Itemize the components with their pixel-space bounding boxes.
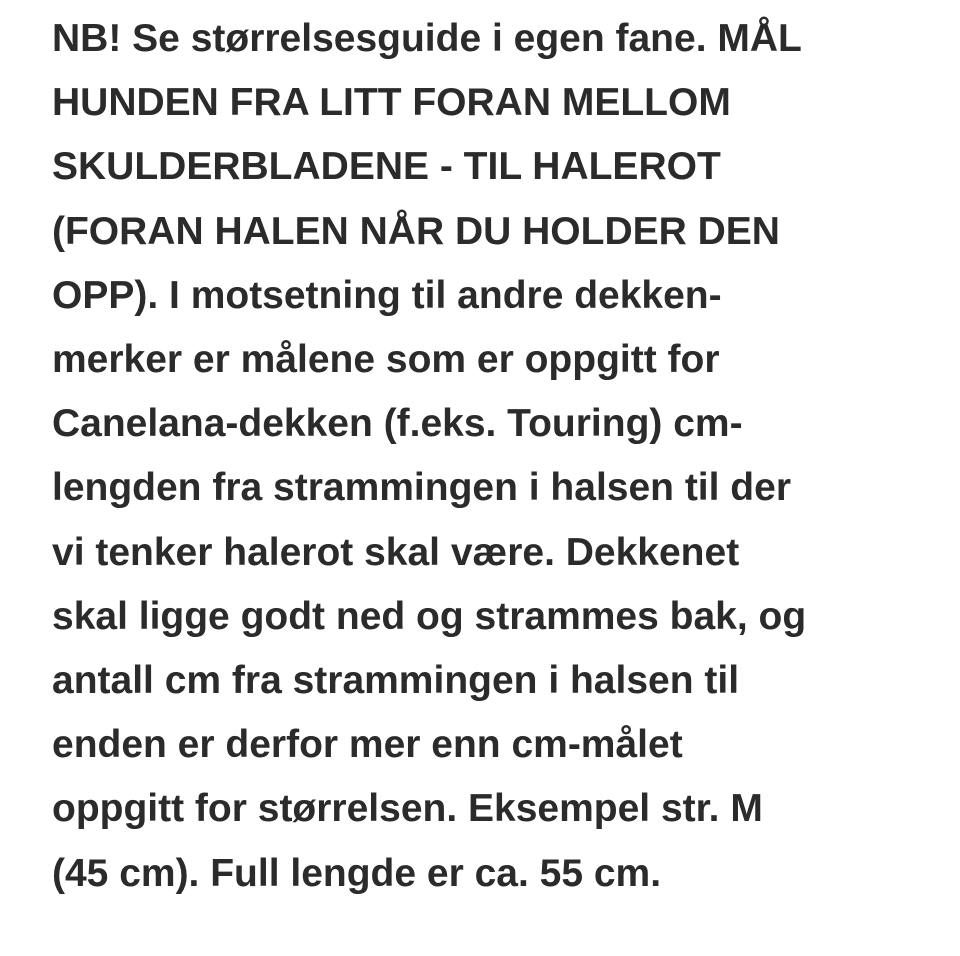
text-line: (FORAN HALEN NÅR DU HOLDER DEN (52, 209, 780, 253)
text-line: antall cm fra strammingen i halsen til (52, 659, 740, 703)
text-line: HUNDEN FRA LITT FORAN MELLOM (52, 81, 731, 125)
text-line: NB! Se størrelsesguide i egen fane. MÅL (52, 17, 802, 60)
text-line: skal ligge godt ned og strammes bak, og (52, 594, 807, 638)
text-line: merker er målene som er oppgitt for (52, 338, 720, 382)
text-line: Canelana-dekken (f.eks. Touring) cm- (52, 402, 743, 446)
text-line: lengden fra strammingen i halsen til der (52, 466, 792, 510)
text-line: OPP). I motsetning til andre dekken- (52, 273, 722, 317)
text-line: SKULDERBLADENE - TIL HALEROT (52, 145, 721, 189)
text-line: enden er derfor mer enn cm-målet (52, 723, 683, 767)
size-guide-note (52, 7, 806, 906)
text-line: (45 cm). Full lengde er ca. 55 cm. (52, 851, 662, 895)
text-line: oppgitt for størrelsen. Eksempel str. M (52, 787, 763, 831)
text-line: vi tenker halerot skal være. Dekkenet (52, 530, 740, 574)
